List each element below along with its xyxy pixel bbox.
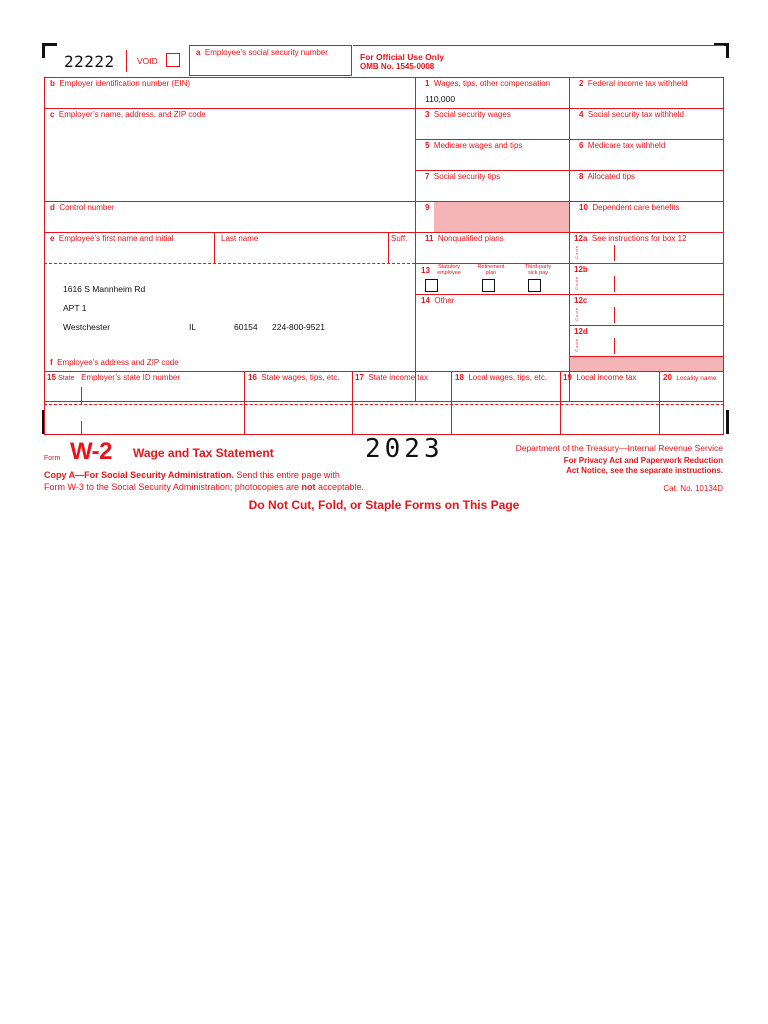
ssn-label: Employee’s social security number	[204, 48, 328, 57]
copy-a-line-1: Copy A—For Social Security Administration. Send this entire page with	[44, 470, 340, 480]
box3-label: Social security wages	[433, 110, 511, 119]
retirement-plan-checkbox[interactable]	[482, 279, 495, 292]
box8-label: Allocated tips	[587, 172, 636, 181]
void-checkbox[interactable]	[166, 53, 180, 67]
box9-number: 9	[425, 203, 430, 212]
box7-label: Social security tips	[433, 172, 501, 181]
box12b-number: 12b	[574, 265, 588, 274]
phone-number[interactable]: 224-800-9521	[272, 322, 325, 332]
box20-label: Locality name	[676, 375, 717, 382]
box9-shaded	[434, 202, 569, 232]
w2-form: a Employee’s social security number 22222 VOID For Official Use Only OMB No. 1545-0008 b Employer identification number (EIN) c Employer’s name, address, and ZIP code d Control number e Employee’s first name and initial Last name Suff. 1616 S Mannheim Rd APT 1 Westchester IL 60154 224-800-9521 f Employee’s address and ZIP code 1 Wages, tips, other compensation 110,000 2 Federal income tax withheld 3 Social security wages 4 Social security tax withheld 5 Medicare wages and tips 6 Medicare tax withheld 7 Social security tips 8 Allocated tips 9 10 Dependent care benefits 11 Nonqualified plans 12a See instructions for box 12 12b 12c 12d C o d e C o d e C o d e C o d e 13 Statutory employee Retirement plan Third-party sick pay 14 Other 15 State Employer’s state ID number 16 State wages, tips, etc. 17 State income tax 18 Local wages, tips, etc. 19 Local income tax 20 Locality name	[44, 45, 724, 435]
box4-label: Social security tax withheld	[587, 110, 684, 119]
box12d-number: 12d	[574, 327, 588, 336]
box12d-code-label: C o d e	[574, 339, 579, 352]
address-line1[interactable]: 1616 S Mannheim Rd	[63, 284, 146, 294]
third-party-sick-pay-checkbox[interactable]	[528, 279, 541, 292]
form-name: W-2	[70, 438, 113, 465]
box1-wages-value[interactable]: 110,000	[425, 94, 456, 104]
address-city[interactable]: Westchester	[63, 322, 111, 332]
box12b-code-label: C o d e	[574, 277, 579, 290]
box19-label: Local income tax	[576, 373, 637, 382]
catalog-number: Cat. No. 10134D	[663, 484, 723, 493]
box1-label: Wages, tips, other compensation	[433, 79, 551, 88]
third-party-sick-pay-label: Third-party sick pay	[524, 264, 552, 276]
box18-label: Local wages, tips, etc.	[468, 373, 548, 382]
control-code: 22222	[64, 52, 115, 71]
box15-state-id-label: Employer’s state ID number	[81, 373, 181, 382]
void-label: VOID	[137, 56, 158, 66]
statutory-employee-checkbox[interactable]	[425, 279, 438, 292]
last-name-label: Last name	[221, 234, 259, 243]
box5-label: Medicare wages and tips	[433, 141, 523, 150]
address-line2[interactable]: APT 1	[63, 303, 87, 313]
box2-label: Federal income tax withheld	[587, 79, 688, 88]
box12c-code-label: C o d e	[574, 308, 579, 321]
address-state[interactable]: IL	[189, 322, 197, 332]
form-title: Wage and Tax Statement	[133, 446, 274, 460]
statutory-employee-label: Statutory employee	[437, 264, 461, 276]
official-use-label: For Official Use Only	[360, 52, 445, 62]
form-word: Form	[44, 455, 61, 462]
box12c-number: 12c	[574, 296, 588, 305]
box10-label: Dependent care benefits	[592, 203, 680, 212]
retirement-plan-label: Retirement plan	[477, 264, 505, 276]
box16-label: State wages, tips, etc.	[261, 373, 340, 382]
box12a-label: See instructions for box 12	[591, 234, 687, 243]
box6-label: Medicare tax withheld	[587, 141, 666, 150]
box17-label: State income tax	[368, 373, 428, 382]
employee-first-name-label: Employee’s first name and initial	[58, 234, 174, 243]
department-line: Department of the Treasury—Internal Revenue Service	[515, 443, 723, 453]
address-zip[interactable]: 60154	[234, 322, 258, 332]
box15-state-label: State	[58, 375, 75, 382]
employee-address-label: Employee’s address and ZIP code	[57, 358, 179, 367]
privacy-line-2: Act Notice, see the separate instructions.	[566, 466, 723, 475]
do-not-cut-notice: Do Not Cut, Fold, or Staple Forms on This Page	[248, 498, 520, 512]
employer-name-label: Employer’s name, address, and ZIP code	[58, 110, 206, 119]
control-number-label: Control number	[59, 203, 115, 212]
box13-number: 13	[421, 266, 430, 275]
privacy-line-1: For Privacy Act and Paperwork Reduction	[563, 456, 723, 465]
box12a-code-label: C o d e	[574, 246, 579, 259]
form-year: 2023	[365, 434, 444, 464]
box11-label: Nonqualified plans	[437, 234, 504, 243]
box12-shaded-strip	[570, 357, 723, 371]
copy-a-line-2: Form W-3 to the Social Security Administration; photocopies are not acceptable.	[44, 482, 364, 492]
box14-label: Other	[434, 296, 455, 305]
ein-label: Employer identification number (EIN)	[59, 79, 191, 88]
suffix-label: Suff.	[391, 234, 408, 243]
omb-number: OMB No. 1545-0008	[360, 62, 435, 71]
